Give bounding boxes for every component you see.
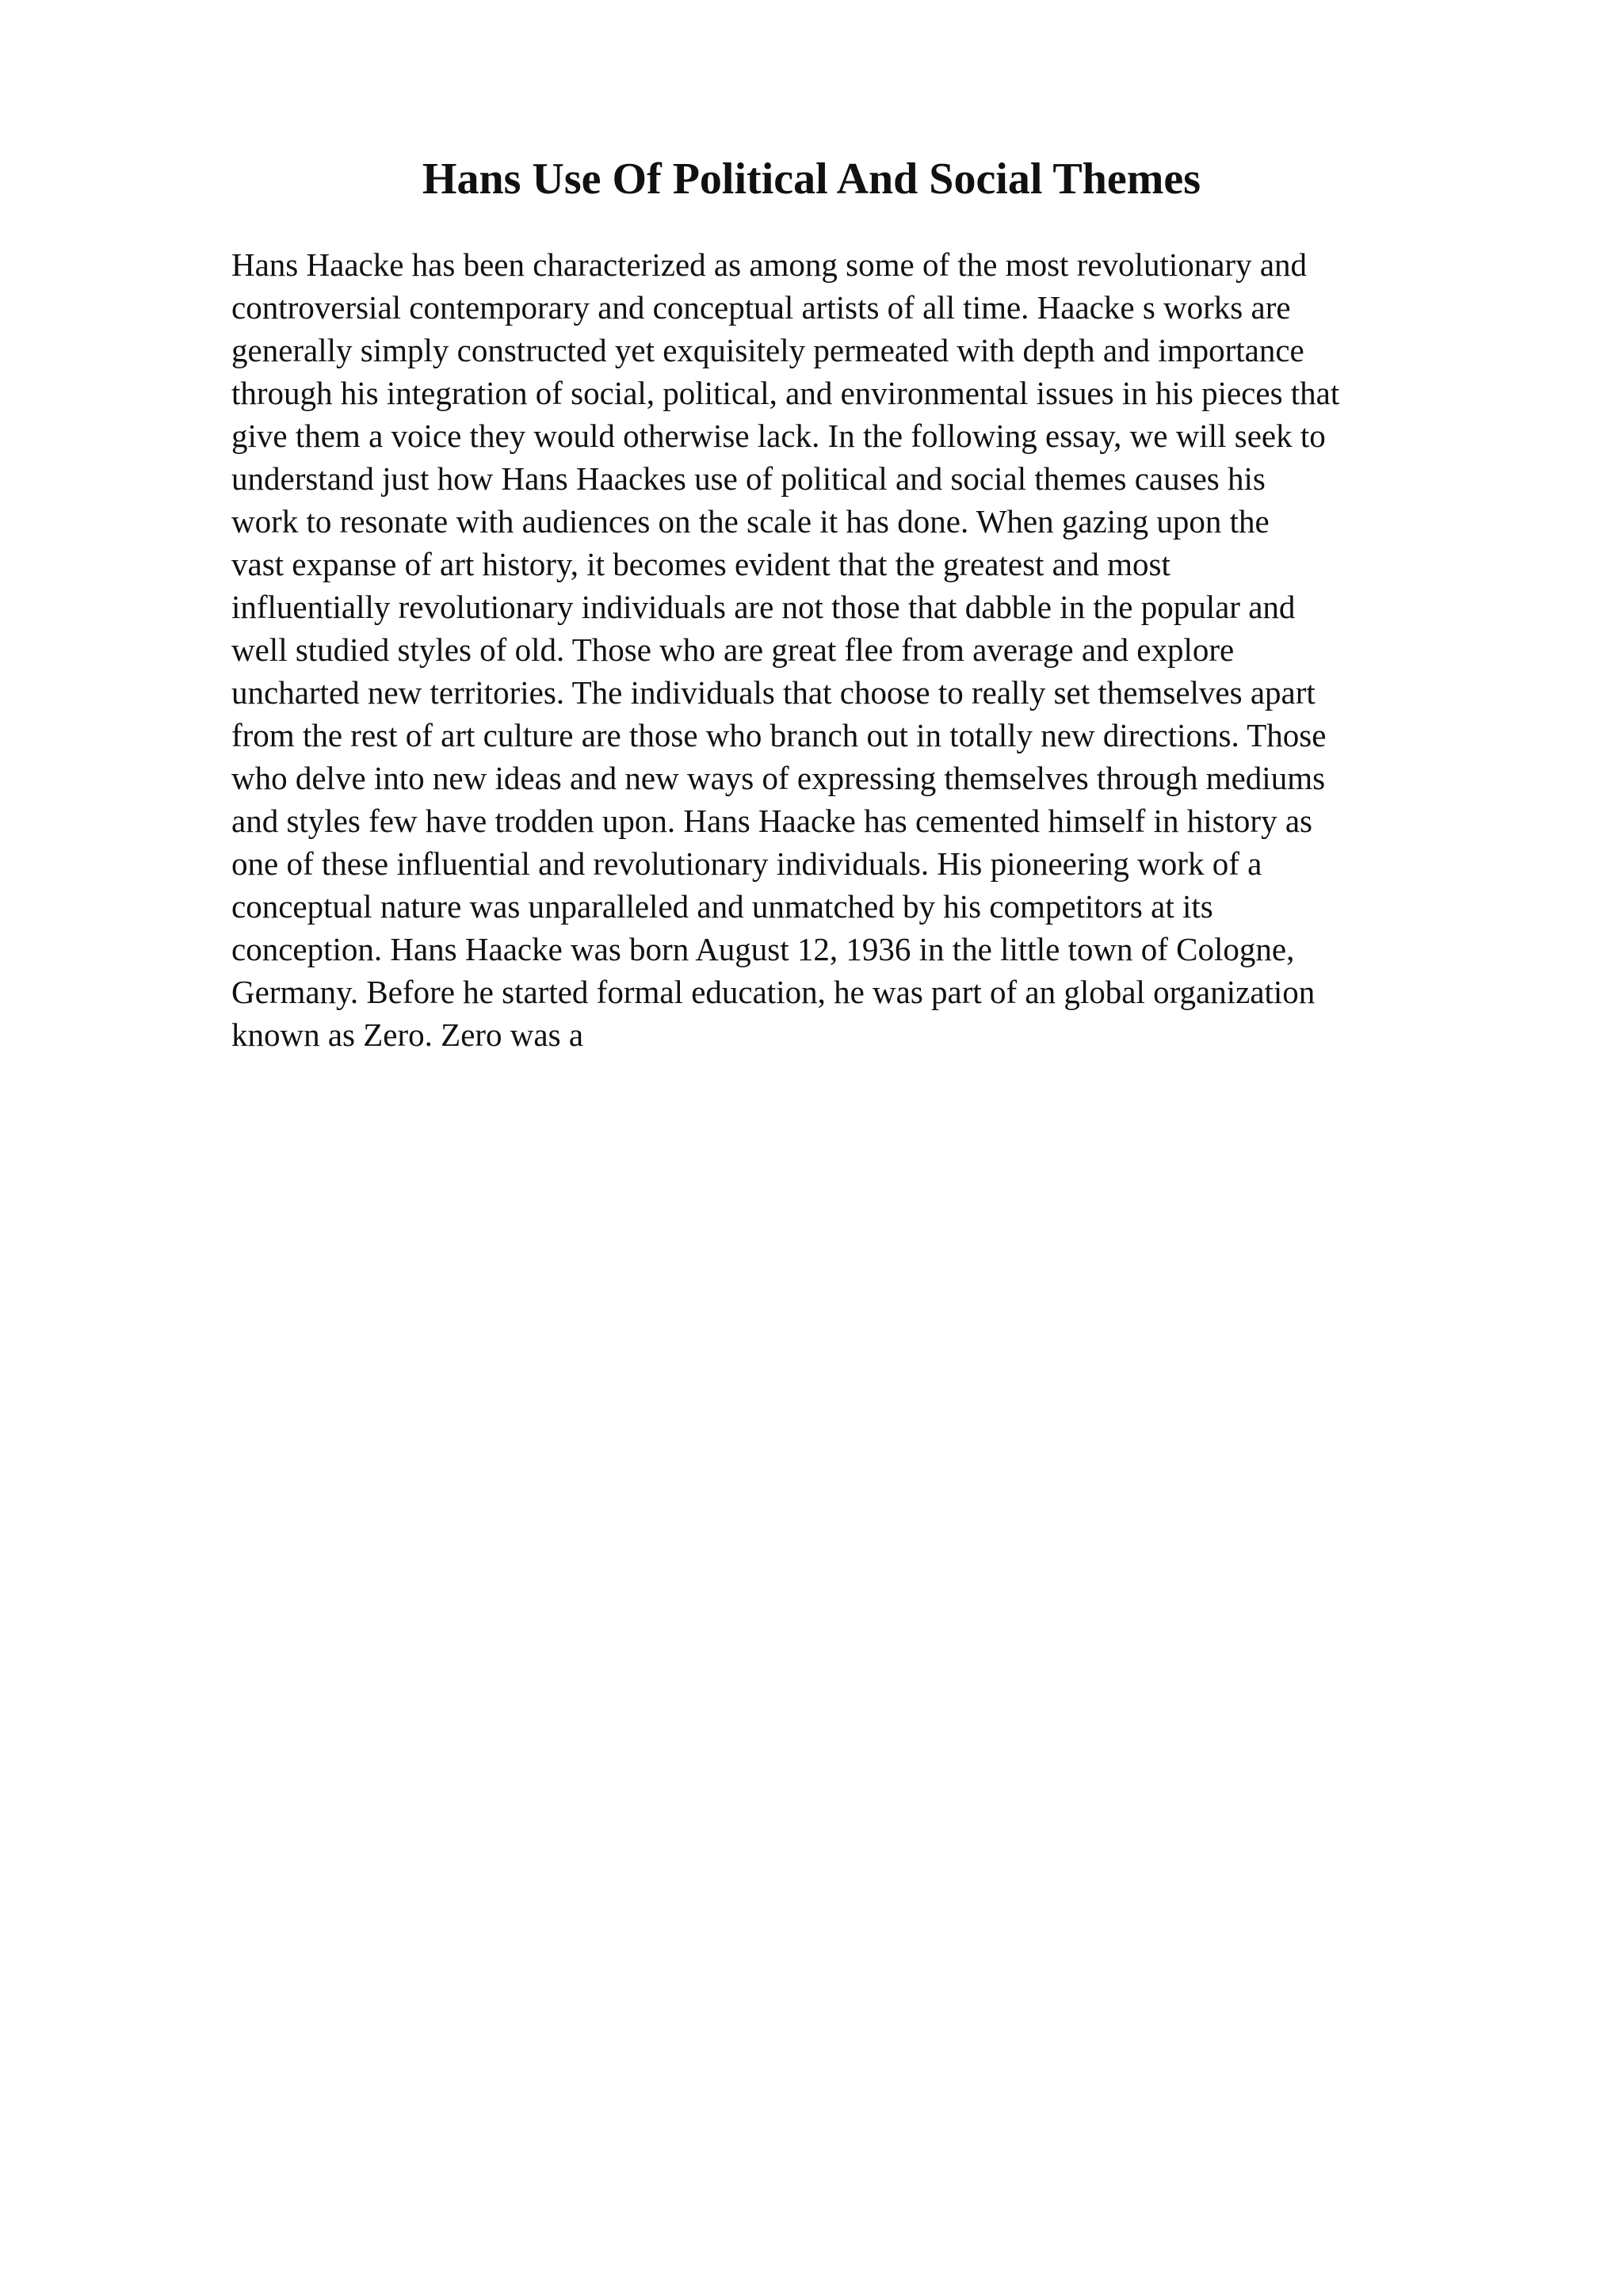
essay-line: work to resonate with audiences on the scale it has done. When gazing upon the	[231, 503, 1270, 540]
essay-line: generally simply constructed yet exquisitely permeated with depth and importance	[231, 332, 1304, 368]
essay-line: give them a voice they would otherwise lack. In the following essay, we will seek to	[231, 418, 1326, 454]
essay-line: through his integration of social, political, and environmental issues in his pieces that	[231, 375, 1340, 411]
essay-line: Hans Haacke has been characterized as among some of the most revolutionary and	[231, 246, 1308, 283]
essay-body	[231, 243, 1515, 1056]
page-title: Hans Use Of Political And Social Themes	[422, 154, 1201, 204]
essay-line: and styles few have trodden upon. Hans Haacke has cemented himself in history as	[231, 803, 1312, 839]
essay-line: vast expanse of art history, it becomes evident that the greatest and most	[231, 546, 1170, 582]
essay-line: uncharted new territories. The individuals that choose to really set themselves apart	[231, 674, 1316, 711]
essay-line: conception. Hans Haacke was born August 12, 1936 in the little town of Cologne,	[231, 931, 1295, 967]
essay-line: Germany. Before he started formal education, he was part of an global organization	[231, 974, 1316, 1010]
essay-line: who delve into new ideas and new ways of expressing themselves through mediums	[231, 760, 1326, 796]
essay-line: controversial contemporary and conceptual artists of all time. Haacke s works are	[231, 289, 1291, 326]
essay-line: from the rest of art culture are those who branch out in totally new directions. Those	[231, 717, 1327, 753]
essay-line: well studied styles of old. Those who are great flee from average and explore	[231, 631, 1235, 668]
essay-line: understand just how Hans Haackes use of political and social themes causes his	[231, 460, 1266, 497]
essay-line: known as Zero. Zero was a	[231, 1016, 584, 1053]
essay-line: conceptual nature was unparalleled and unmatched by his competitors at its	[231, 888, 1213, 925]
essay-line: influentially revolutionary individuals are not those that dabble in the popular and	[231, 589, 1296, 625]
essay-line: one of these influential and revolutionary individuals. His pioneering work of a	[231, 845, 1262, 882]
